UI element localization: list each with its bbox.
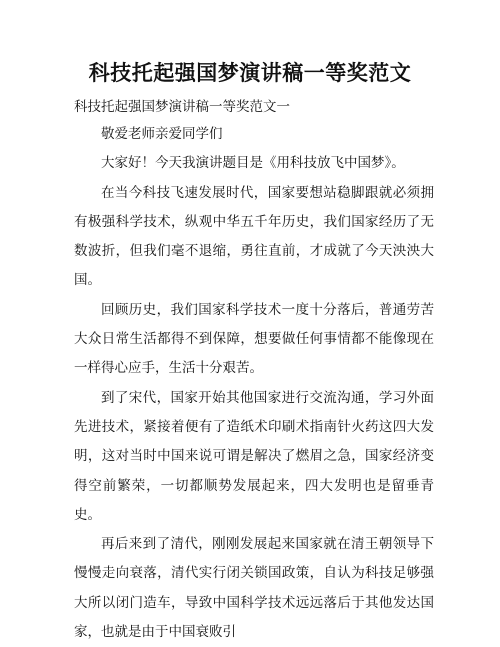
paragraph: 回顾历史，我们国家科学技术一度十分落后，普通劳苦大众日常生活都得不到保障，想要做任何事情都不能像现在一样得心应手，生活十分艰苦。	[74, 301, 434, 377]
paragraph: 再后来到了清代，刚刚发展起来国家就在清王朝领导下慢慢走向衰落，清代实行闭关锁国政策，自认为科技足够强大所以闭门造车，导致中国科学技术远远落后于其他发达国家，也就是由于中国衰败引	[74, 536, 434, 641]
paragraph: 大家好！今天我演讲题目是《用科技放飞中国梦》。	[101, 155, 405, 172]
paragraph: 到了宋代，国家开始其他国家进行交流沟通，学习外面先进技术，紧接着便有了造纸术印刷术指南针火药这四大发明，这对当时中国来说可谓是解决了燃眉之急，国家经济变得空前繁荣，一切都顺势发展起来，四大发明也是留垂青史。	[74, 389, 434, 523]
document-subtitle: 科技托起强国梦演讲稿一等奖范文一	[74, 99, 290, 115]
document-body	[74, 120, 434, 647]
paragraph: 在当今科技飞速发展时代，国家要想站稳脚跟就必须拥有极强科学技术，纵观中华五千年历史，我们国家经历了无数波折，但我们毫不退缩，勇往直前，才成就了今天泱泱大国。	[74, 184, 434, 289]
document-title: 科技托起强国梦演讲稿一等奖范文	[88, 61, 412, 85]
paragraph: 敬爱老师亲爱同学们	[101, 126, 223, 142]
